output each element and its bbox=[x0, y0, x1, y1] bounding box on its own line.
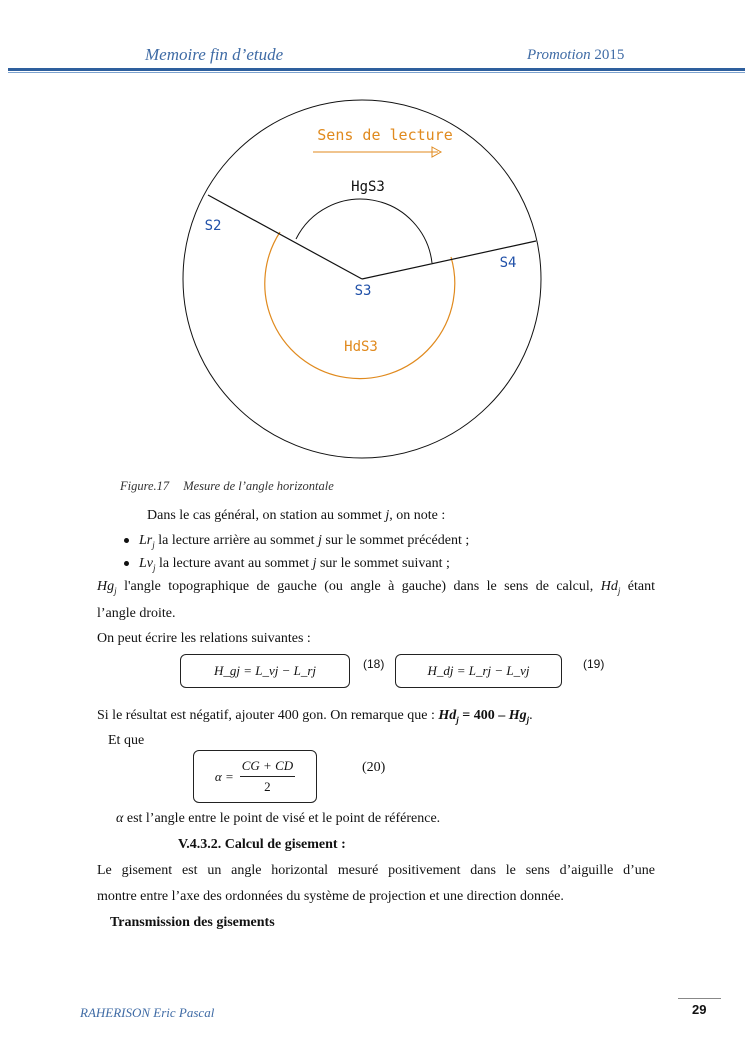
s4-label: S4 bbox=[499, 255, 517, 271]
negative-text: Si le résultat est négatif, ajouter 400 gon. On remarque que : bbox=[97, 708, 439, 723]
hg-paragraph bbox=[97, 578, 655, 600]
bullet-icon bbox=[124, 538, 129, 543]
hg-var: Hg bbox=[97, 579, 115, 594]
caption-number: Figure.17 bbox=[120, 479, 170, 493]
et-que: Et que bbox=[108, 733, 145, 748]
equation-19-text: H_dj = L_rj − L_vj bbox=[427, 663, 530, 678]
header-promotion-word: Promotion bbox=[527, 47, 591, 63]
lr-var: Lr bbox=[139, 533, 153, 548]
angle-figure bbox=[0, 0, 745, 470]
footer-author: RAHERISON Eric Pascal bbox=[80, 1005, 215, 1020]
header-title: Memoire fin d’etude bbox=[145, 45, 284, 64]
transmission-heading: Transmission des gisements bbox=[110, 915, 275, 930]
figure-caption bbox=[120, 479, 334, 494]
page-number-rule bbox=[678, 998, 721, 999]
negative-hg-sub: j bbox=[526, 714, 530, 725]
lv-post: sur le sommet suivant ; bbox=[316, 556, 450, 571]
alpha-line bbox=[116, 810, 440, 828]
s2-label: S2 bbox=[204, 218, 222, 234]
equation-19 bbox=[395, 654, 562, 688]
equation-18-number: (18) bbox=[363, 657, 385, 671]
equation-20 bbox=[193, 750, 317, 803]
gisement-line-1: Le gisement est un angle horizontal mesuré positivement dans le sens d’aiguille d’une bbox=[97, 863, 655, 878]
hd-label: HdS3 bbox=[344, 339, 378, 355]
equation-18-text: H_gj = L_vj − L_rj bbox=[213, 663, 317, 678]
s3-label: S3 bbox=[354, 283, 372, 299]
negative-hd: Hd bbox=[438, 708, 457, 723]
ray-s2 bbox=[208, 195, 362, 279]
equation-20-lhs: α = bbox=[214, 768, 234, 784]
hg-sub: j bbox=[114, 585, 117, 596]
alpha-text: est l’angle entre le point de visé et le point de référence. bbox=[123, 811, 441, 826]
lv-sub: j bbox=[153, 562, 156, 573]
intro-pre: Dans le cas général, on station au sommet bbox=[147, 508, 386, 523]
lr-j: j bbox=[318, 533, 322, 548]
hg-arc bbox=[296, 199, 432, 263]
bullet-lv bbox=[124, 555, 450, 577]
lr-post: sur le sommet précédent ; bbox=[321, 533, 470, 548]
hg-text-1: l'angle topographique de gauche (ou angle à gauche) dans le sens de calcul, bbox=[116, 579, 601, 594]
intro-j: j bbox=[385, 508, 390, 523]
negative-mid: = 400 – bbox=[458, 708, 509, 723]
caption-text: Mesure de l’angle horizontale bbox=[183, 479, 334, 493]
negative-end: . bbox=[529, 708, 533, 723]
alpha-symbol: α bbox=[116, 811, 124, 826]
negative-hd-sub: j bbox=[456, 714, 459, 725]
hg-text-2: étant bbox=[620, 579, 655, 594]
angle-droite-line: l’angle droite. bbox=[97, 606, 176, 621]
negative-hg: Hg bbox=[508, 708, 527, 723]
intro-line bbox=[147, 507, 445, 525]
hd-sub: j bbox=[617, 585, 621, 596]
hg-label: HgS3 bbox=[351, 179, 385, 195]
negative-line bbox=[97, 707, 533, 729]
hd-arc bbox=[265, 232, 455, 379]
relations-line: On peut écrire les relations suivantes : bbox=[97, 631, 311, 646]
sens-label: Sens de lecture bbox=[317, 126, 453, 144]
equation-19-number: (19) bbox=[583, 657, 605, 671]
equation-20-fraction bbox=[240, 758, 295, 795]
section-heading: V.4.3.2. Calcul de gisement : bbox=[178, 837, 346, 852]
bullet-icon bbox=[124, 561, 129, 566]
lv-j: j bbox=[312, 556, 317, 571]
header-promotion-year: 2015 bbox=[594, 47, 625, 63]
hd-var: Hd bbox=[600, 579, 618, 594]
lv-pre: la lecture avant au sommet bbox=[155, 556, 313, 571]
lv-var: Lv bbox=[139, 556, 153, 571]
equation-18 bbox=[180, 654, 350, 688]
equation-20-numerator: CG + CD bbox=[240, 758, 295, 777]
intro-post: , on note : bbox=[389, 508, 446, 523]
gisement-line-2: montre entre l’axe des ordonnées du système de projection et une direction donnée. bbox=[97, 889, 564, 904]
lr-sub: j bbox=[152, 539, 155, 550]
equation-20-denominator: 2 bbox=[264, 779, 271, 794]
bullet-lr bbox=[124, 532, 469, 554]
equation-20-number: (20) bbox=[362, 760, 386, 775]
page-number: 29 bbox=[692, 1002, 707, 1017]
lr-pre: la lecture arrière au sommet bbox=[154, 533, 318, 548]
